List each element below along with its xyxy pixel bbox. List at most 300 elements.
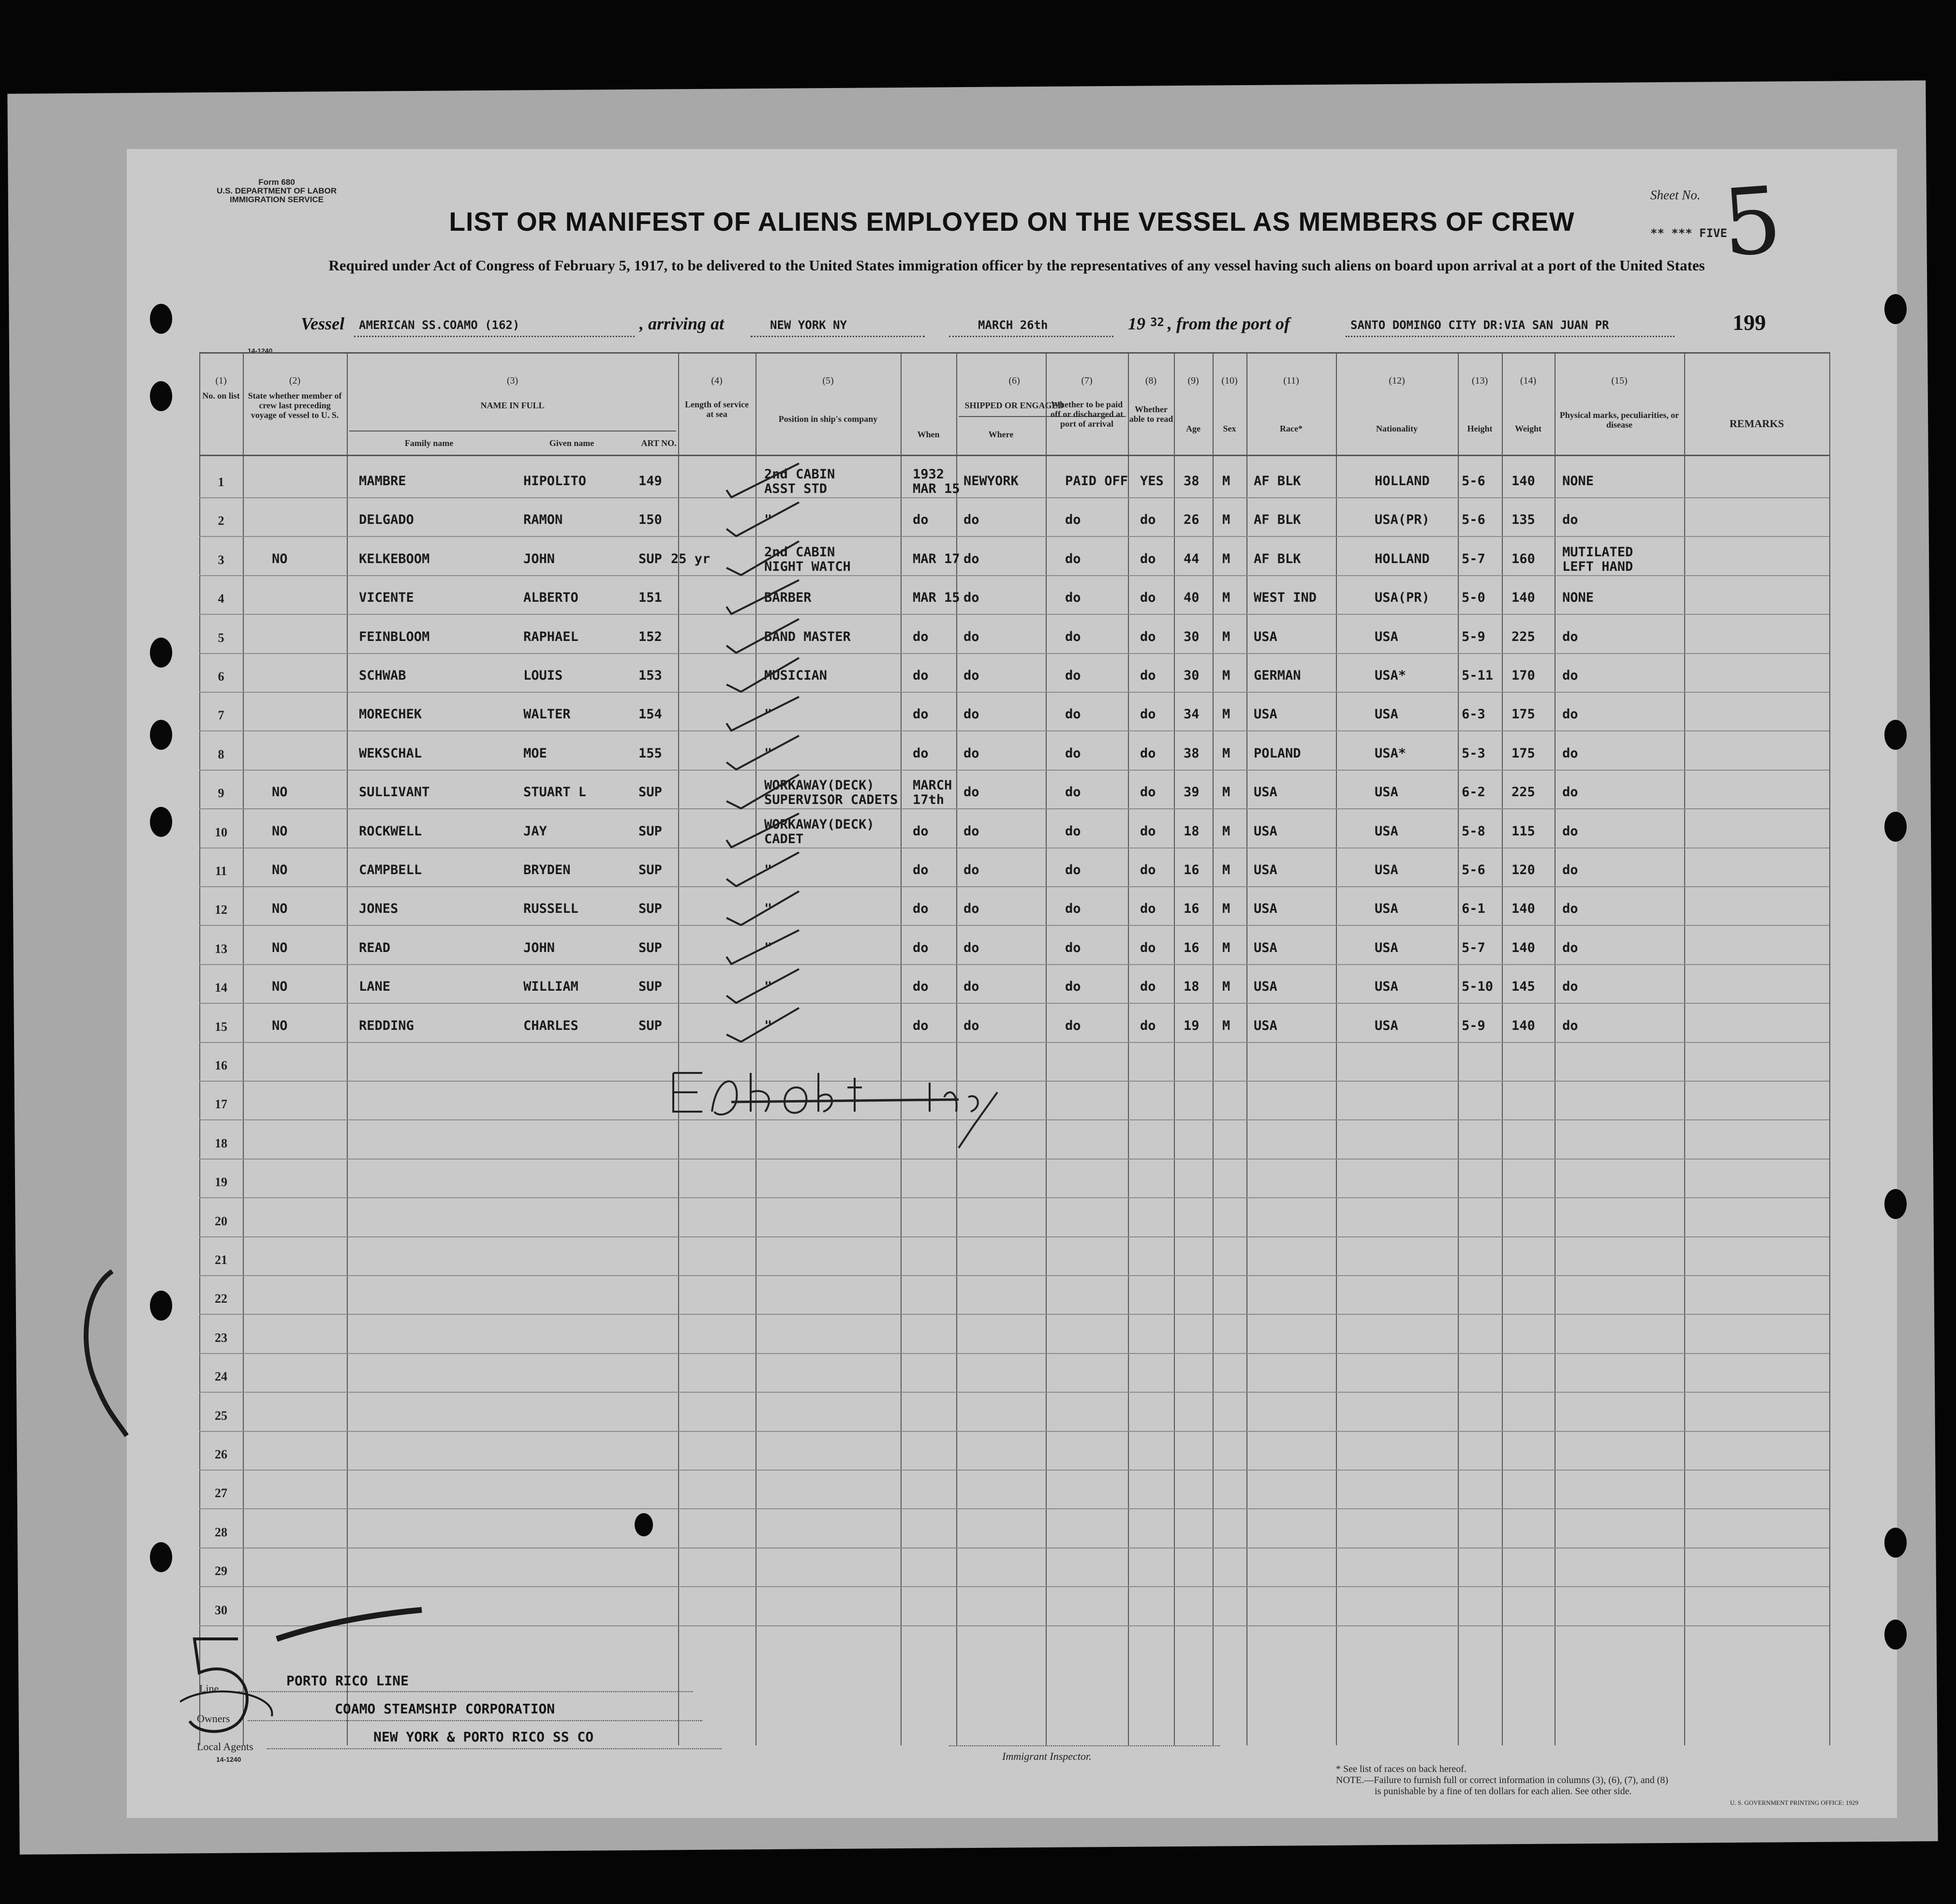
cell-art: 151 [638, 590, 662, 606]
row-rule [199, 1042, 1829, 1043]
row-number: 24 [215, 1369, 227, 1384]
checkmark [726, 541, 799, 575]
cell-weight: 140 [1511, 590, 1535, 606]
row-number: 29 [215, 1564, 227, 1578]
grid-line [1174, 352, 1175, 1745]
row-number: 12 [215, 903, 227, 917]
cell-paid: do [1065, 901, 1081, 917]
cell-where: do [963, 551, 979, 566]
cell-sex: M [1222, 1018, 1230, 1033]
cell-read: do [1140, 940, 1156, 955]
cell-height: 5-3 [1462, 745, 1485, 761]
from-port-value: SANTO DOMINGO CITY DR:VIA SAN JUAN PR [1350, 318, 1609, 332]
cell-read: do [1140, 863, 1156, 878]
cell-prev: NO [272, 551, 288, 566]
cell-given: CHARLES [523, 1018, 578, 1033]
cell-art: SUP [638, 551, 662, 566]
cell-paid: do [1065, 668, 1081, 683]
cell-weight: 140 [1511, 901, 1535, 917]
cell-where: do [963, 979, 979, 995]
cell-age: 39 [1184, 785, 1200, 800]
cell-when: do [913, 512, 929, 528]
cell-when2: MAR 15 [913, 481, 960, 496]
col-header-when: When [917, 430, 940, 439]
cell-read: do [1140, 590, 1156, 606]
row-number: 3 [218, 552, 224, 567]
cell-height: 6-3 [1462, 707, 1485, 722]
footer-agents-label: Local Agents [197, 1740, 253, 1753]
row-number: 14 [215, 981, 227, 995]
footer-owners-label: Owners [197, 1712, 230, 1725]
cell-height: 5-8 [1462, 823, 1485, 839]
checkmark [726, 969, 799, 1003]
row-rule [199, 1431, 1829, 1432]
col-header-service: Length of service at sea [685, 400, 749, 419]
row-rule [199, 770, 1829, 771]
checkmark [726, 930, 799, 964]
col-header-position: Position in ship's company [778, 414, 878, 424]
cell-sex: M [1222, 785, 1230, 800]
grid-line [1213, 352, 1214, 1745]
cell-family: SCHWAB [359, 668, 406, 683]
col-header-where: Where [988, 430, 1014, 439]
inspector-rule [949, 1745, 1220, 1746]
cell-position: BAND MASTER [764, 629, 851, 644]
row-number: 7 [218, 708, 224, 723]
binder-hole [150, 1542, 172, 1572]
cell-weight: 225 [1511, 629, 1535, 644]
cell-sex: M [1222, 668, 1230, 683]
vessel-line [127, 310, 1897, 338]
row-rule [199, 1159, 1829, 1160]
column-number: (8) [1145, 375, 1157, 386]
cell-weight: 115 [1511, 823, 1535, 839]
cell-race: USA [1254, 979, 1277, 995]
cell-where: do [963, 512, 979, 528]
cell-paid: do [1065, 512, 1081, 528]
row-number: 21 [215, 1253, 227, 1267]
cell-prev: NO [272, 823, 288, 839]
cell-read: do [1140, 823, 1156, 839]
col-header-nationality: Nationality [1376, 424, 1418, 433]
column-number: (11) [1283, 375, 1299, 386]
inspector-label: Immigrant Inspector. [1002, 1750, 1092, 1762]
cell-marks: do [1562, 863, 1578, 878]
grid-line [1246, 352, 1247, 1745]
cell-given: ALBERTO [523, 590, 578, 606]
cell-family: REDDING [359, 1018, 414, 1033]
cell-read: do [1140, 979, 1156, 995]
inspector-signature [659, 1044, 1142, 1150]
cell-marks: do [1562, 745, 1578, 761]
col-header-race: Race* [1280, 424, 1303, 433]
form-info [199, 178, 354, 204]
cell-read: do [1140, 707, 1156, 722]
column-number: (7) [1081, 375, 1093, 386]
cell-position: " [764, 1018, 772, 1033]
cell-paid: do [1065, 629, 1081, 644]
cell-sex: M [1222, 629, 1230, 644]
cell-race: POLAND [1254, 745, 1301, 761]
column-number: (1) [215, 375, 227, 386]
cell-weight: 160 [1511, 551, 1535, 566]
note-fine-cont: is punishable by a fine of ten dollars for each alien. See other side. [1375, 1786, 1632, 1797]
cell-where: do [963, 940, 979, 955]
cell-age: 26 [1184, 512, 1200, 528]
cell-where: do [963, 707, 979, 722]
cell-where: do [963, 901, 979, 917]
col-header-shipped: SHIPPED OR ENGAGED [964, 401, 1064, 410]
binder-hole [1884, 1189, 1907, 1219]
cell-position: 2nd CABIN [764, 467, 835, 482]
cell-position: " [764, 512, 772, 528]
row-rule [199, 1508, 1829, 1509]
manifest-sheet [127, 149, 1897, 1818]
cell-read: do [1140, 512, 1156, 528]
column-number: (4) [711, 375, 723, 386]
row-number: 17 [215, 1097, 227, 1112]
margin-pen-mark [69, 1262, 165, 1445]
cell-weight: 170 [1511, 668, 1535, 683]
cell-marks: do [1562, 512, 1578, 528]
cell-family: SULLIVANT [359, 785, 430, 800]
cell-race: AF BLK [1254, 551, 1301, 566]
row-number: 25 [215, 1408, 227, 1423]
cell-given: MOE [523, 745, 547, 761]
cell-position: " [764, 745, 772, 761]
cell-given: RAMON [523, 512, 563, 528]
cell-service: 25 yr [671, 551, 711, 566]
checkmark [726, 1008, 799, 1042]
cell-position: WORKAWAY(DECK) [764, 778, 874, 793]
binder-hole [635, 1513, 653, 1536]
cell-when: do [913, 940, 929, 955]
cell-family: JONES [359, 901, 399, 917]
cell-art: SUP [638, 785, 662, 800]
row-number: 5 [218, 630, 224, 645]
cell-prev: NO [272, 1018, 288, 1033]
cell-family: MORECHEK [359, 707, 422, 722]
cell-where: do [963, 863, 979, 878]
row-rule [199, 653, 1829, 654]
cell-where: do [963, 785, 979, 800]
cell-nat: USA [1375, 979, 1398, 995]
cell-race: USA [1254, 823, 1277, 839]
cell-race: USA [1254, 785, 1277, 800]
cell-sex: M [1222, 590, 1230, 606]
row-rule [199, 1275, 1829, 1276]
grid-line [1555, 352, 1556, 1745]
cell-when: do [913, 863, 929, 878]
arriving-underline [751, 336, 925, 337]
row-rule [199, 730, 1829, 731]
row-rule [199, 1236, 1829, 1237]
cell-race: AF BLK [1254, 512, 1301, 528]
cell-weight: 225 [1511, 785, 1535, 800]
form-code-top: 14-1240 [248, 347, 273, 355]
cell-marks: do [1562, 668, 1578, 683]
cell-race: USA [1254, 940, 1277, 955]
department: U.S. DEPARTMENT OF LABOR [216, 186, 337, 195]
col-header-height: Height [1467, 424, 1493, 433]
cell-sex: M [1222, 901, 1230, 917]
cell-when: do [913, 901, 929, 917]
checkmark [726, 697, 799, 730]
cell-marks: do [1562, 940, 1578, 955]
row-number: 10 [215, 825, 227, 839]
cell-age: 38 [1184, 474, 1200, 489]
cell-family: VICENTE [359, 590, 414, 606]
cell-paid: do [1065, 1018, 1081, 1033]
cell-nat: USA [1375, 823, 1398, 839]
cell-weight: 140 [1511, 474, 1535, 489]
cell-position: " [764, 940, 772, 955]
cell-race: GERMAN [1254, 668, 1301, 683]
cell-where: do [963, 823, 979, 839]
cell-read: YES [1140, 474, 1164, 489]
cell-where: do [963, 745, 979, 761]
cell-age: 38 [1184, 745, 1200, 761]
cell-marks: NONE [1562, 590, 1594, 606]
row-number: 4 [218, 592, 224, 606]
cell-height: 5-9 [1462, 1018, 1485, 1033]
col-header-art: ART NO. [641, 438, 677, 448]
column-number: (5) [822, 375, 834, 386]
row-number: 9 [218, 786, 224, 801]
row-rule [199, 808, 1829, 809]
cell-nat: USA [1375, 1018, 1398, 1033]
cell-height: 5-6 [1462, 474, 1485, 489]
checkmark [726, 463, 799, 497]
year-label: 19 [1128, 314, 1145, 333]
col-header-weight: Weight [1514, 424, 1541, 433]
cell-nat: USA(PR) [1375, 590, 1430, 606]
cell-prev: NO [272, 785, 288, 800]
cell-given: JAY [523, 823, 547, 839]
cell-family: MAMBRE [359, 474, 406, 489]
cell-position2: SUPERVISOR CADETS [764, 792, 898, 808]
cell-height: 5-11 [1462, 668, 1494, 683]
cell-height: 5-9 [1462, 629, 1485, 644]
page-subtitle: Required under Act of Congress of February 5, 1917, to be delivered to the United States immigration officer by the representatives of any vessel having such aliens on board upon arrival at a port of the United States [328, 257, 1705, 274]
cell-prev: NO [272, 863, 288, 878]
column-number: (6) [1008, 375, 1020, 386]
cell-race: USA [1254, 863, 1277, 878]
binder-hole [150, 638, 172, 668]
cell-read: do [1140, 785, 1156, 800]
form-code-bottom: 14-1240 [216, 1755, 241, 1763]
cell-when: do [913, 979, 929, 995]
cell-paid: do [1065, 551, 1081, 566]
cell-given: HIPOLITO [523, 474, 587, 489]
cell-age: 16 [1184, 940, 1200, 955]
footer-rule [267, 1748, 722, 1749]
cell-marks: MUTILATED [1562, 544, 1633, 560]
cell-art: SUP [638, 823, 662, 839]
cell-race: USA [1254, 1018, 1277, 1033]
row-rule [199, 692, 1829, 693]
cell-art: SUP [638, 863, 662, 878]
cell-family: ROCKWELL [359, 823, 422, 839]
cell-weight: 140 [1511, 940, 1535, 955]
cell-given: RUSSELL [523, 901, 578, 917]
cell-art: SUP [638, 901, 662, 917]
cell-race: USA [1254, 707, 1277, 722]
cell-family: FEINBLOOM [359, 629, 430, 644]
cell-marks: do [1562, 1018, 1578, 1033]
row-rule [199, 536, 1829, 537]
cell-where: do [963, 668, 979, 683]
cell-sex: M [1222, 940, 1230, 955]
stamp-number: 199 [1733, 310, 1766, 335]
column-number: (3) [506, 375, 519, 386]
cell-nat: HOLLAND [1375, 551, 1430, 566]
cell-nat: HOLLAND [1375, 474, 1430, 489]
note-races: * See list of races on back hereof. [1336, 1764, 1467, 1774]
cell-height: 5-6 [1462, 512, 1485, 528]
cell-marks: do [1562, 979, 1578, 995]
cell-given: STUART L [523, 785, 587, 800]
arriving-value: NEW YORK NY [770, 318, 847, 332]
cell-position2: CADET [764, 831, 804, 847]
cell-read: do [1140, 668, 1156, 683]
checkmark [726, 736, 799, 770]
cell-art: 149 [638, 474, 662, 489]
cell-read: do [1140, 551, 1156, 566]
year-value: 32 [1150, 315, 1164, 329]
cell-position: WORKAWAY(DECK) [764, 817, 874, 832]
cell-paid: do [1065, 823, 1081, 839]
row-number: 13 [215, 941, 227, 956]
row-number: 20 [215, 1214, 227, 1228]
printer-imprint: U. S. GOVERNMENT PRINTING OFFICE: 1929 [1730, 1799, 1858, 1806]
cell-height: 5-7 [1462, 940, 1485, 955]
cell-position: " [764, 707, 772, 722]
row-number: 1 [218, 475, 224, 489]
row-rule [199, 497, 1829, 498]
column-number: (14) [1520, 375, 1537, 386]
cell-when: do [913, 629, 929, 644]
cell-family: READ [359, 940, 391, 955]
grid-line [1684, 352, 1685, 1745]
row-number: 28 [215, 1525, 227, 1539]
cell-height: 5-0 [1462, 590, 1485, 606]
cell-position: 2nd CABIN [764, 544, 835, 560]
cell-prev: NO [272, 940, 288, 955]
row-rule [199, 1314, 1829, 1315]
row-rule [199, 1353, 1829, 1354]
cell-paid: do [1065, 590, 1081, 606]
page-title: LIST OR MANIFEST OF ALIENS EMPLOYED ON THE VESSEL AS MEMBERS OF CREW [449, 207, 1575, 237]
row-rule [199, 1470, 1829, 1471]
cell-when: 1932 [913, 467, 945, 482]
cell-when: do [913, 668, 929, 683]
row-rule [199, 1392, 1829, 1393]
cell-sex: M [1222, 745, 1230, 761]
cell-given: WALTER [523, 707, 571, 722]
cell-nat: USA [1375, 785, 1398, 800]
grid-line [1458, 352, 1459, 1745]
col-header-remarks: REMARKS [1729, 417, 1784, 430]
cell-nat: USA [1375, 940, 1398, 955]
row-rule [199, 1586, 1829, 1587]
cell-position2: ASST STD [764, 481, 828, 496]
cell-position: " [764, 901, 772, 917]
cell-race: WEST IND [1254, 590, 1317, 606]
cell-when: do [913, 823, 929, 839]
cell-marks: do [1562, 823, 1578, 839]
cell-age: 30 [1184, 668, 1200, 683]
cell-weight: 140 [1511, 1018, 1535, 1033]
cell-marks: do [1562, 785, 1578, 800]
cell-prev: NO [272, 901, 288, 917]
cell-marks: do [1562, 901, 1578, 917]
cell-height: 5-6 [1462, 863, 1485, 878]
cell-read: do [1140, 1018, 1156, 1033]
cell-paid: do [1065, 707, 1081, 722]
binder-hole [1884, 1528, 1907, 1558]
binder-hole [1884, 1620, 1907, 1650]
col-header-prev-voyage: State whether member of crew last preceding voyage of vessel to U. S. [248, 391, 342, 420]
footer-handwritten-five [180, 1620, 277, 1745]
vessel-value: AMERICAN SS.COAMO (162) [359, 318, 520, 332]
row-rule [199, 1197, 1829, 1198]
sheet-number-typed: ** *** FIVE [1650, 226, 1727, 240]
cell-sex: M [1222, 823, 1230, 839]
cell-marks: do [1562, 629, 1578, 644]
cell-nat: USA [1375, 901, 1398, 917]
cell-weight: 175 [1511, 745, 1535, 761]
row-number: 2 [218, 514, 224, 528]
row-rule [199, 575, 1829, 576]
cell-position: MUSICIAN [764, 668, 828, 683]
cell-given: JOHN [523, 940, 555, 955]
row-rule [199, 1003, 1829, 1004]
row-rule [199, 1625, 1829, 1626]
column-number: (10) [1221, 375, 1238, 386]
row-number: 19 [215, 1175, 227, 1190]
cell-sex: M [1222, 512, 1230, 528]
cell-read: do [1140, 629, 1156, 644]
cell-given: BRYDEN [523, 863, 571, 878]
cell-paid: do [1065, 979, 1081, 995]
cell-nat: USA(PR) [1375, 512, 1430, 528]
cell-nat: USA* [1375, 668, 1407, 683]
grid-line [243, 352, 244, 1745]
cell-age: 16 [1184, 901, 1200, 917]
cell-read: do [1140, 745, 1156, 761]
row-number: 30 [215, 1603, 227, 1617]
binder-hole [150, 807, 172, 837]
cell-given: WILLIAM [523, 979, 578, 995]
arrival-date: MARCH 26th [978, 318, 1048, 332]
cell-when: MAR 17 [913, 551, 960, 566]
cell-nat: USA* [1375, 745, 1407, 761]
footer-agents-value: NEW YORK & PORTO RICO SS CO [373, 1729, 594, 1745]
cell-given: RAPHAEL [523, 629, 578, 644]
row-number: 8 [218, 747, 224, 761]
cell-position: BARBER [764, 590, 812, 606]
cell-paid: do [1065, 863, 1081, 878]
binder-hole [1884, 720, 1907, 750]
sheet-number-handwritten: 5 [1719, 166, 1785, 277]
row-number: 15 [215, 1019, 227, 1034]
cell-age: 19 [1184, 1018, 1200, 1033]
cell-given: LOUIS [523, 668, 563, 683]
col-header-given: Given name [549, 438, 594, 448]
footer-owners-value: COAMO STEAMSHIP CORPORATION [335, 1701, 555, 1717]
row-rule [199, 925, 1829, 926]
